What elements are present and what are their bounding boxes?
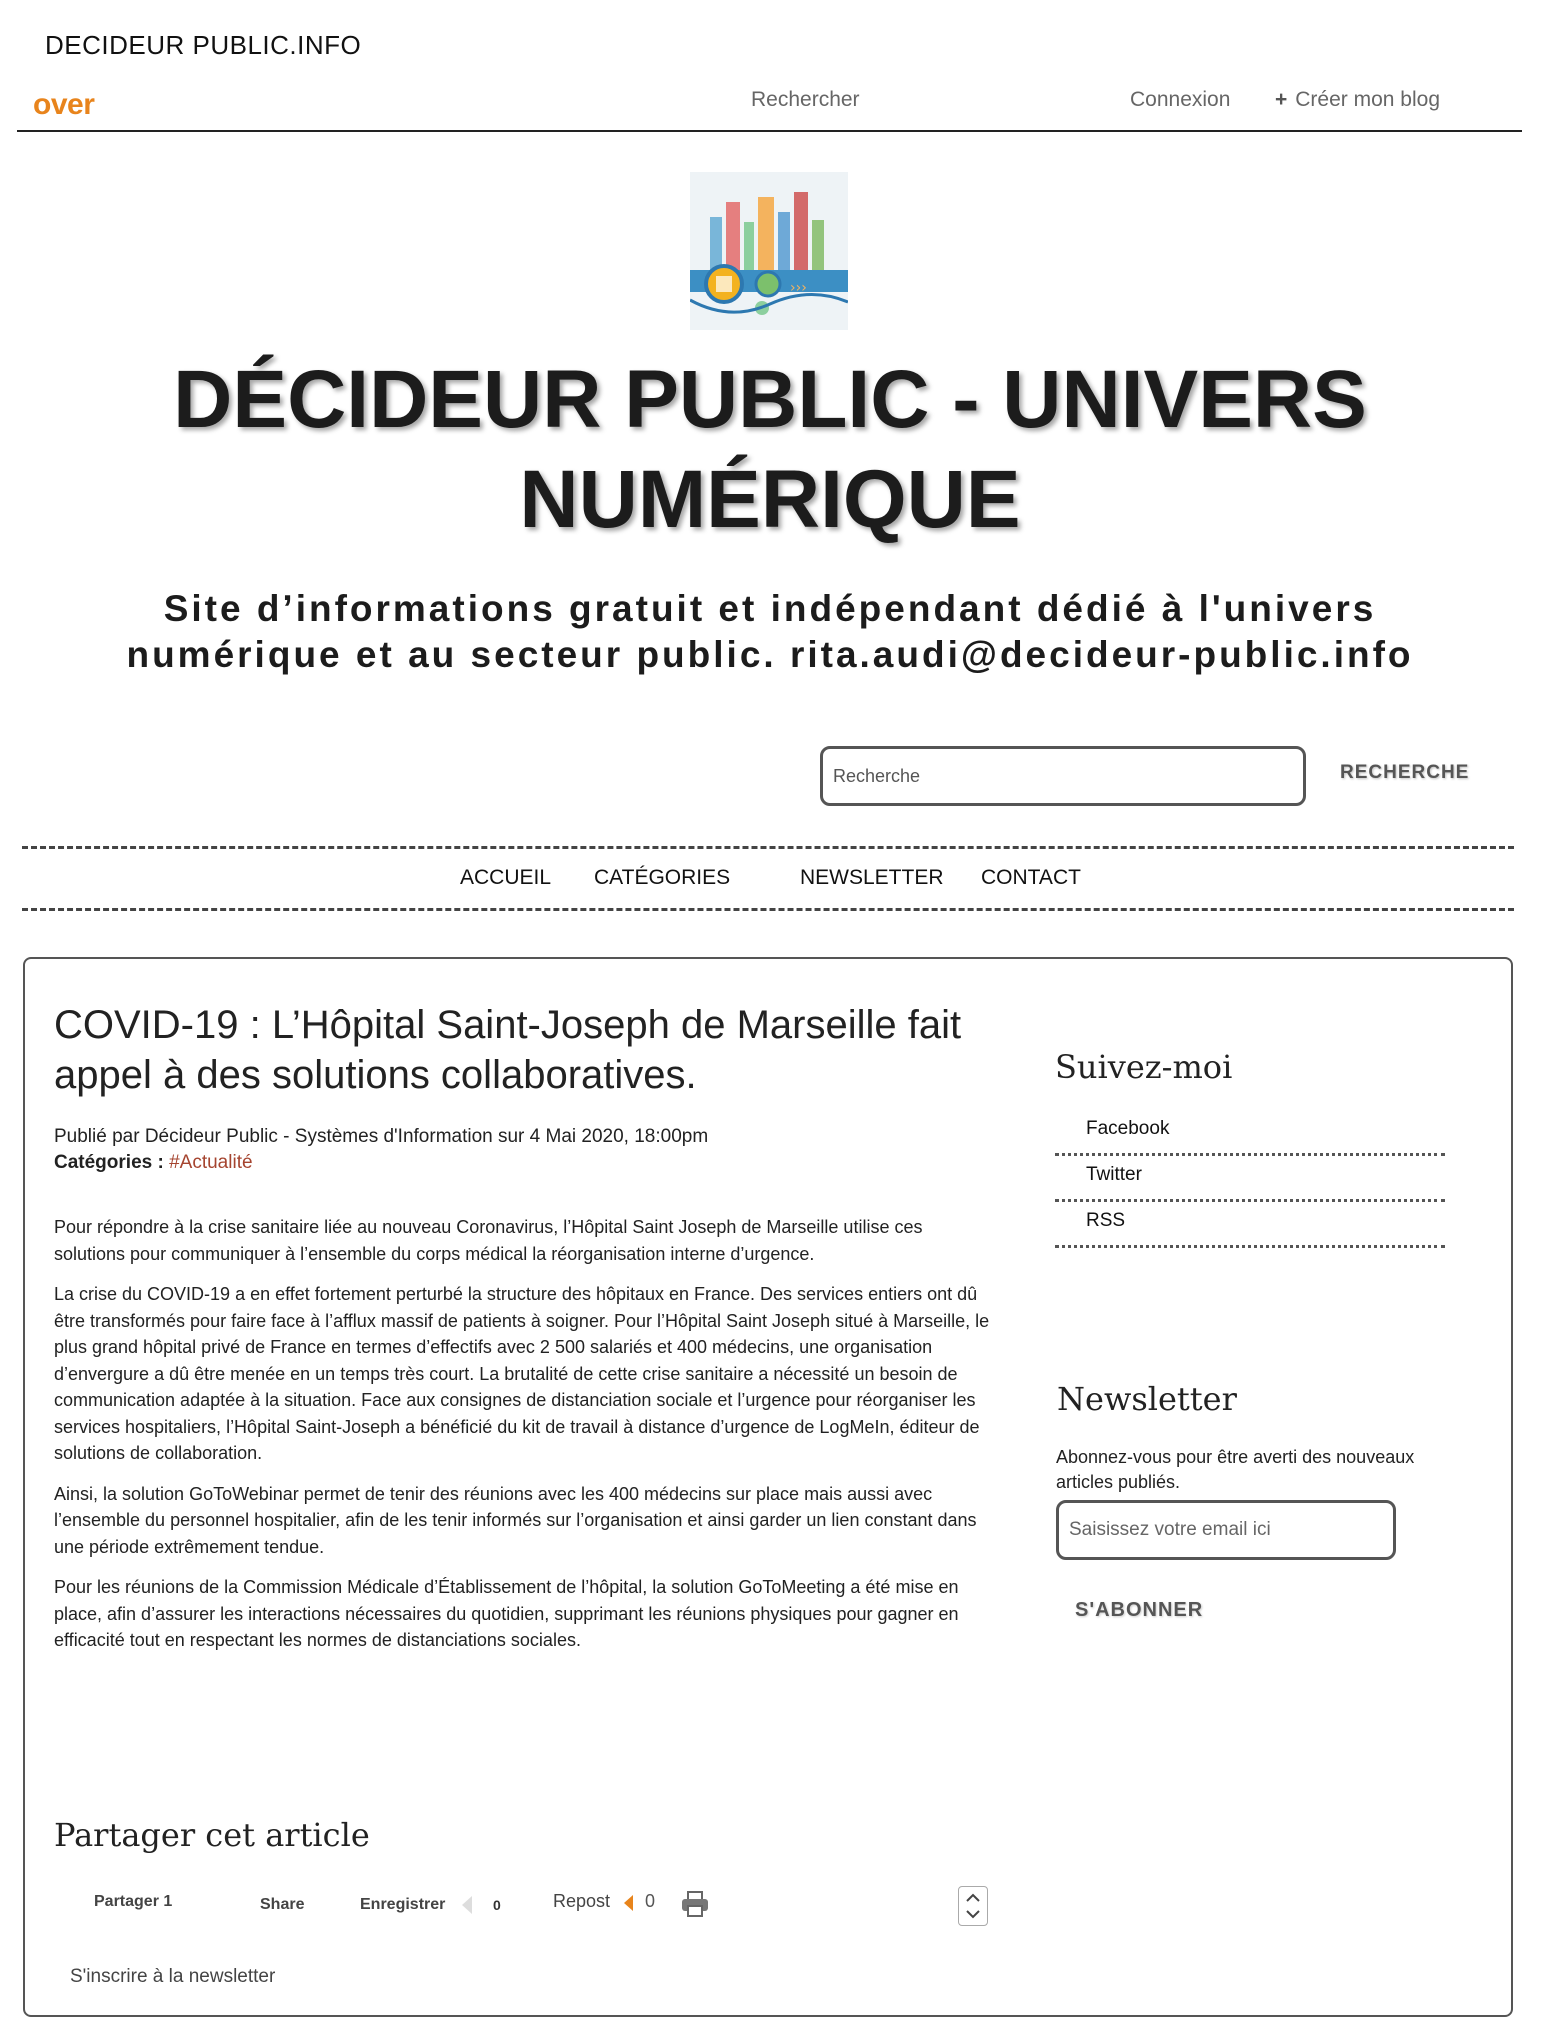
facebook-share-button[interactable]: Partager 1 [94, 1893, 173, 1910]
share-title: Partager cet article [54, 1816, 370, 1854]
nav-item-accueil[interactable]: ACCUEIL [460, 866, 552, 889]
newsletter-email-input[interactable] [1056, 1500, 1396, 1560]
svg-text:›››: ››› [790, 280, 807, 296]
nav-item-categories[interactable]: CATÉGORIES [594, 866, 731, 889]
subscribe-button[interactable]: S'ABONNER [1075, 1599, 1204, 1621]
search-button[interactable]: RECHERCHE [1340, 762, 1470, 783]
nav-divider-top [22, 846, 1514, 849]
blog-subtitle: Site d’informations gratuit et indépendant dédié à l'univers numérique et au secteur public. rita.audi@decideur-public.info [126, 588, 1414, 675]
repost-count: 0 [645, 1891, 656, 1911]
save-count-arrow-icon [462, 1896, 472, 1914]
share-button[interactable]: Share [260, 1896, 305, 1913]
article-meta [54, 1124, 708, 1176]
category-link[interactable]: #Actualité [169, 1152, 253, 1173]
nav-item-contact[interactable]: CONTACT [981, 866, 1081, 889]
top-divider [17, 130, 1522, 132]
top-search-link[interactable]: Rechercher [751, 88, 860, 111]
article-categories [54, 1150, 708, 1176]
search-input[interactable] [820, 746, 1306, 806]
plus-icon: + [1275, 88, 1288, 111]
brand-logo[interactable]: over [33, 88, 95, 121]
login-link[interactable]: Connexion [1130, 88, 1231, 111]
newsletter-description: Abonnez-vous pour être averti des nouveaux articles publiés. [1056, 1447, 1415, 1492]
article-body [54, 1214, 990, 1668]
newsletter-title: Newsletter [1057, 1380, 1237, 1418]
nav-divider-bottom [22, 908, 1514, 911]
nav-item-newsletter[interactable]: NEWSLETTER [800, 866, 944, 889]
print-icon[interactable] [680, 1890, 710, 1918]
follow-facebook-link[interactable]: Facebook [1055, 1118, 1445, 1156]
follow-title: Suivez-moi [1055, 1048, 1233, 1086]
scroll-stepper[interactable] [958, 1886, 988, 1926]
article-published: Publié par Décideur Public - Systèmes d'Information sur 4 Mai 2020, 18:00pm [54, 1126, 709, 1147]
create-blog-link[interactable] [1275, 88, 1440, 112]
header-image [690, 172, 848, 330]
newsletter-subscribe-link[interactable]: S'inscrire à la newsletter [70, 1966, 276, 1987]
repost-button[interactable]: Repost [553, 1891, 611, 1911]
city-illustration-icon [690, 172, 848, 330]
repost-arrow-icon [624, 1895, 633, 1911]
follow-rss-link[interactable]: RSS [1055, 1210, 1445, 1248]
follow-twitter-link[interactable]: Twitter [1055, 1164, 1445, 1202]
article-paragraph: Pour répondre à la crise sanitaire liée au nouveau Coronavirus, l’Hôpital Saint Joseph de Marseille utilise ces solutions pour communiquer à l’ensemble du corps médical la réorganisation interne d’urgence. [54, 1217, 923, 1264]
categories-label: Catégories : [54, 1152, 164, 1173]
create-blog-label: Créer mon blog [1295, 88, 1440, 111]
blog-title: DÉCIDEUR PUBLIC - UNIVERS NUMÉRIQUE [173, 354, 1367, 545]
article-paragraph: Pour les réunions de la Commission Médicale d’Établissement de l’hôpital, la solution GoToMeeting a été mise en place, afin d’assurer les interactions nécessaires du quotidien, supprimant les réunions physiques pour gagner en efficacité tout en respectant les normes de distanciations sociales. [54, 1577, 959, 1650]
save-button[interactable]: Enregistrer [360, 1896, 446, 1913]
article-paragraph: La crise du COVID-19 a en effet fortement perturbé la structure des hôpitaux en France. Des services entiers ont dû être transformés pour faire face à l’afflux massif de patients à soigner. Pour l’Hôpital Saint Joseph situé à Marseille, le plus grand hôpital privé de France en termes d’effectifs avec 2 500 salariés et 400 médecins, une organisation d’envergure a dû être menée en un temps très court. La brutalité de cette crise sanitaire a nécessité un besoin de communication adaptée à la situation. Face aux consignes de distanciation sociale et l’urgence pour réorganiser les services hospitaliers, l’Hôpital Saint-Joseph a bénéficié du kit de travail à distance d’urgence de LogMeIn, éditeur de solutions de collaboration. [54, 1284, 990, 1463]
site-title: DECIDEUR PUBLIC.INFO [45, 30, 362, 60]
article-paragraph: Ainsi, la solution GoToWebinar permet de tenir des réunions avec les 400 médecins sur place mais aussi avec l’ensemble du personnel hospitalier, afin de les tenir informés sur l’organisation et ainsi garder un lien constant dans une période extrêmement tendue. [54, 1483, 977, 1557]
save-count: 0 [493, 1897, 501, 1913]
article-title: COVID-19 : L’Hôpital Saint-Joseph de Marseille fait appel à des solutions collaboratives. [54, 1003, 962, 1097]
